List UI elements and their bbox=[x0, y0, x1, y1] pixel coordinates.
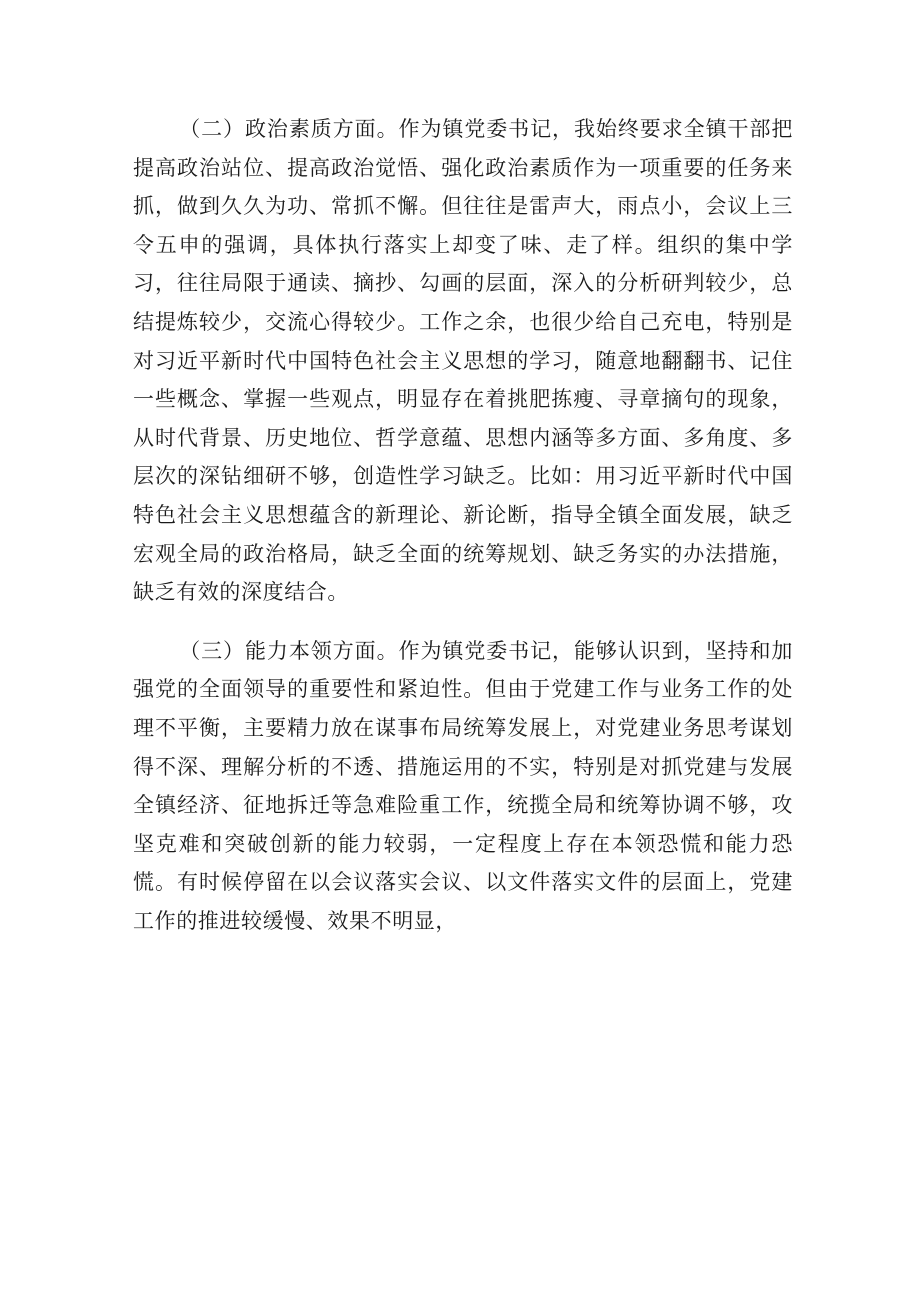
paragraph-political-quality: （二）政治素质方面。作为镇党委书记，我始终要求全镇干部把提高政治站位、提高政治觉悟、强化政治素质作为一项重要的任务来抓，做到久久为功、常抓不懈。但往往是雷声大，雨点小，会议上三令五申的强调，具体执行落实上却变了味、走了样。组织的集中学习，往往局限于通读、摘抄、勾画的层面，深入的分析研判较少，总结提炼较少，交流心得较少。工作之余，也很少给自己充电，特别是对习近平新时代中国特色社会主义思想的学习，随意地翻翻书、记住一些概念、掌握一些观点，明显存在着挑肥拣瘦、寻章摘句的现象，从时代背景、历史地位、哲学意蕴、思想内涵等多方面、多角度、多层次的深钻细研不够，创造性学习缺乏。比如：用习近平新时代中国特色社会主义思想蕴含的新理论、新论断，指导全镇全面发展，缺乏宏观全局的政治格局，缺乏全面的统筹规划、缺乏务实的办法措施，缺乏有效的深度结合。 bbox=[133, 117, 793, 605]
paragraph-ability: （三）能力本领方面。作为镇党委书记，能够认识到，坚持和加强党的全面领导的重要性和紧迫性。但由于党建工作与业务工作的处理不平衡，主要精力放在谋事布局统筹发展上，对党建业务思考谋划得不深、理解分析的不透、措施运用的不实，特别是对抓党建与发展全镇经济、征地拆迁等急难险重工作，统揽全局和统筹协调不够，攻坚克难和突破创新的能力较弱，一定程度上存在本领恐慌和能力恐慌。有时候停留在以会议落实会议、以文件落实文件的层面上，党建工作的推进较缓慢、效果不明显， bbox=[133, 638, 793, 933]
document-body bbox=[133, 110, 793, 940]
